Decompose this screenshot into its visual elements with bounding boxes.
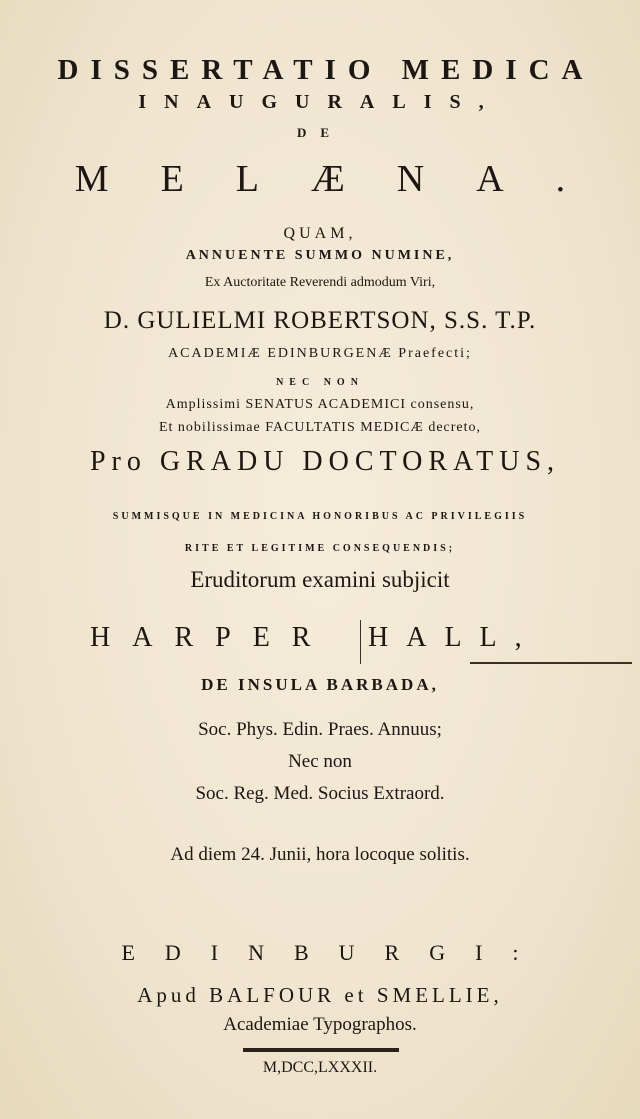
title-line-3: DE xyxy=(296,125,344,140)
affiliation-line-2: Nec non xyxy=(288,751,352,772)
title-line-2: INAUGURALIS, xyxy=(138,91,502,113)
quam-line: QUAM, xyxy=(283,225,357,242)
author-first-name: HARPER xyxy=(90,622,333,653)
annuente-line: ANNUENTE SUMMO NUMINE, xyxy=(185,248,455,263)
nobilissimae-line: Et nobilissimae FACULTATIS MEDICÆ decreto, xyxy=(158,420,482,435)
imprint-role: Academiae Typographos. xyxy=(223,1014,417,1035)
imprint-city: EDINBURGI: xyxy=(121,940,549,965)
imprint-year: M,DCC,LXXXII. xyxy=(262,1059,378,1076)
name-underline xyxy=(470,662,632,664)
academiae-line: ACADEMIÆ EDINBURGENÆ Praefecti; xyxy=(168,346,472,361)
author-origin: DE INSULA BARBADA, xyxy=(201,675,439,694)
affiliation-line-1: Soc. Phys. Edin. Praes. Annuus; xyxy=(198,719,442,740)
date-line: Ad diem 24. Junii, hora locoque solitis. xyxy=(170,844,470,865)
robertson-line: D. GULIELMI ROBERTSON, S.S. T.P. xyxy=(103,307,537,334)
author-last-name: HALL, xyxy=(368,622,540,653)
eruditorum-line: Eruditorum examini subjicit xyxy=(190,567,450,592)
imprint-rule xyxy=(243,1048,399,1052)
affiliation-line-3: Soc. Reg. Med. Socius Extraord. xyxy=(195,783,445,804)
imprint-publisher: Apud BALFOUR et SMELLIE, xyxy=(137,983,503,1007)
amplissimi-line: Amplissimi SENATUS ACADEMICI consensu, xyxy=(165,397,475,412)
ex-auctoritate-line: Ex Auctoritate Reverendi admodum Viri, xyxy=(204,275,436,290)
name-divider xyxy=(360,620,361,664)
summisque-line: SUMMISQUE IN MEDICINA HONORIBUS AC PRIVILEGIIS xyxy=(112,511,528,522)
rite-line: RITE ET LEGITIME CONSEQUENDIS; xyxy=(184,543,456,554)
necnon-line: NEC NON xyxy=(276,377,364,388)
title-line-1: DISSERTATIO MEDICA xyxy=(57,54,595,86)
title-main: MELÆNA. xyxy=(74,158,618,200)
pro-gradu-line: Pro GRADU DOCTORATUS, xyxy=(89,446,561,477)
